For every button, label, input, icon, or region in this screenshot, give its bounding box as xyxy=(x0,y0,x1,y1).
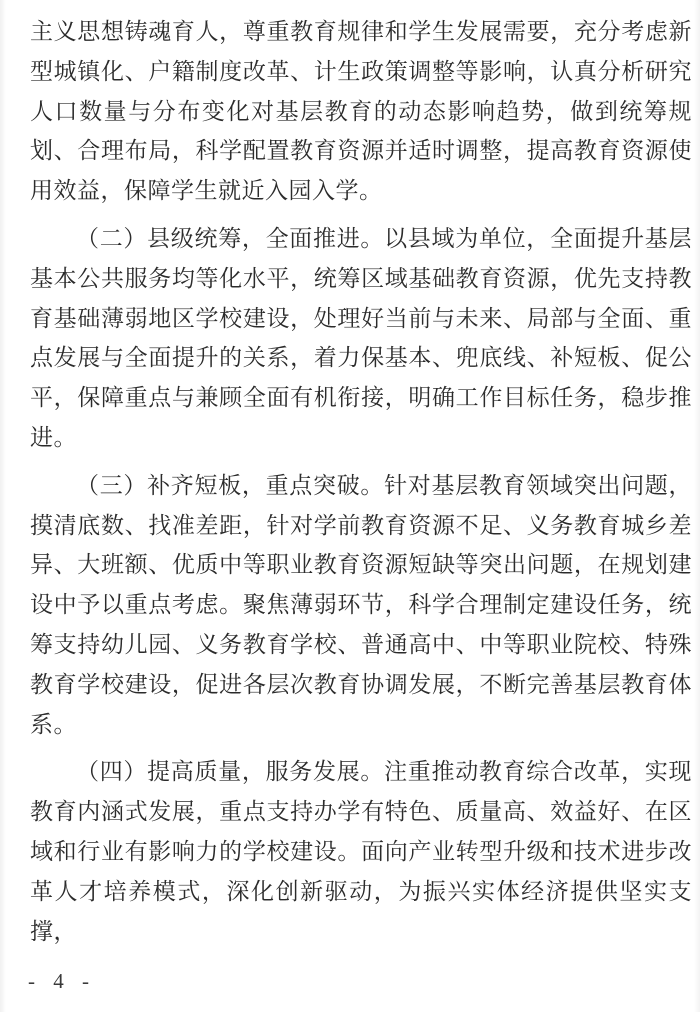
paragraph-item-4: （四）提高质量，服务发展。注重推动教育综合改革，实现教育内涵式发展，重点支持办学有特色、质量高、效益好、在区域和行业有影响力的学校建设。面向产业转型升级和技术进步改革人才培养模式，深化创新驱动，为振兴实体经济提供坚实支撑， xyxy=(30,759,692,944)
paragraph-item-3: （三）补齐短板，重点突破。针对基层教育领域突出问题，摸清底数、找准差距，针对学前教育资源不足、义务教育城乡差异、大班额、优质中等职业教育资源短缺等突出问题，在规划建设中予以重点考虑。聚焦薄弱环节，科学合理制定建设任务，统筹支持幼儿园、义务教育学校、普通高中、中等职业院校、特殊教育学校建设，促进各层次教育协调发展，不断完善基层教育体系。 xyxy=(30,472,692,737)
page-number: - 4 - xyxy=(28,969,91,993)
document-body xyxy=(30,12,692,951)
paragraph-item-2: （二）县级统筹，全面推进。以县域为单位，全面提升基层基本公共服务均等化水平，统筹区域基础教育资源，优先支持教育基础薄弱地区学校建设，处理好当前与未来、局部与全面、重点发展与全面提升的关系，着力保基本、兜底线、补短板、促公平，保障重点与兼顾全面有机衔接，明确工作目标任务，稳步推进。 xyxy=(30,225,692,450)
paragraph-continuation: 主义思想铸魂育人，尊重教育规律和学生发展需要，充分考虑新型城镇化、户籍制度改革、计生政策调整等影响，认真分析研究人口数量与分布变化对基层教育的动态影响趋势，做到统筹规划、合理布局，科学配置教育资源并适时调整，提高教育资源使用效益，保障学生就近入园入学。 xyxy=(30,19,692,204)
